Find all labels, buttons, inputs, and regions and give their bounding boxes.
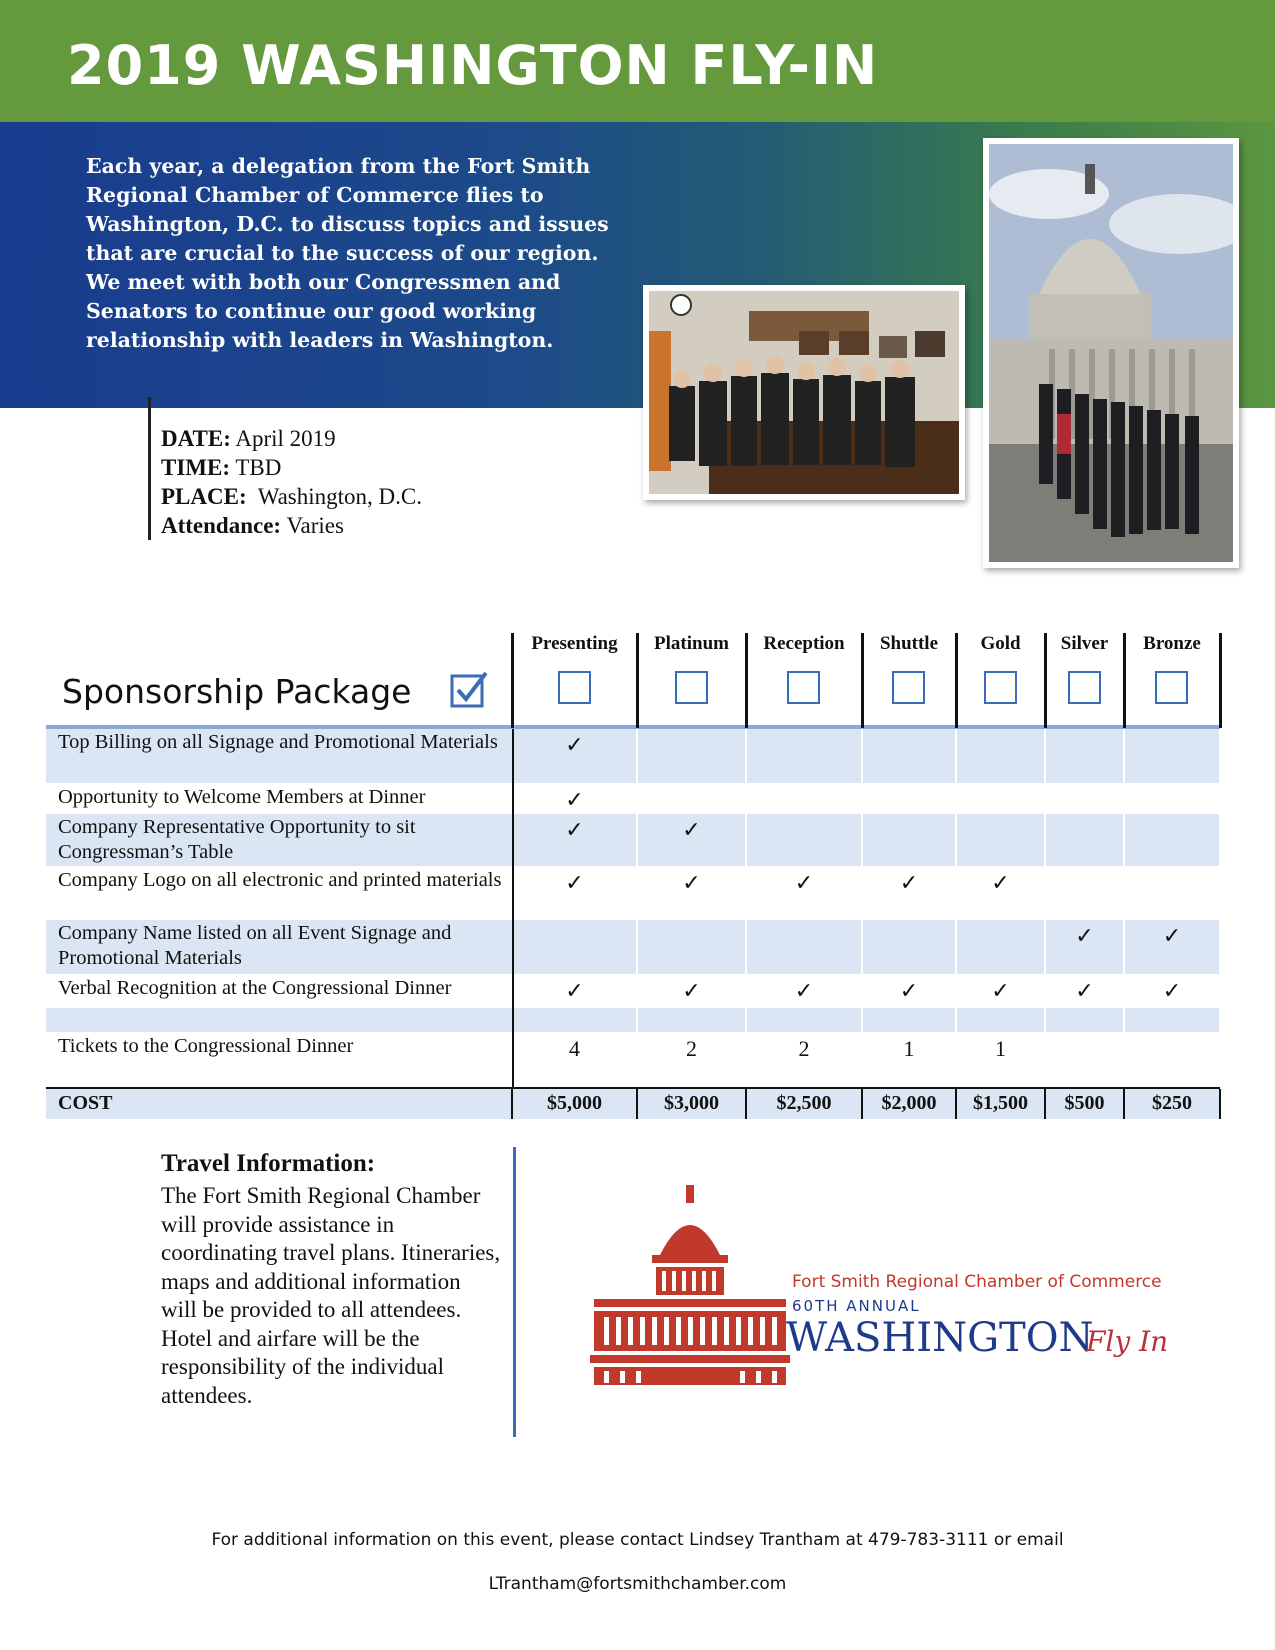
check-mark: ✓ [565, 732, 584, 757]
detail-time [161, 453, 422, 482]
date-value: April 2019 [235, 426, 336, 451]
check-mark: ✓ [565, 870, 584, 895]
cell-divider [1219, 729, 1221, 1087]
feature-label: Top Billing on all Signage and Promotional Materials [58, 731, 498, 753]
check-mark: ✓ [565, 787, 584, 812]
checked-box-icon [450, 670, 488, 708]
check-mark: ✓ [1075, 923, 1094, 948]
feature-label: Tickets to the Congressional Dinner [58, 1035, 354, 1057]
cost-value: $1,500 [973, 1092, 1028, 1114]
cell-divider [1044, 729, 1046, 1087]
check-mark: ✓ [1075, 978, 1094, 1003]
check-mark: ✓ [565, 817, 584, 842]
check-mark: ✓ [1162, 978, 1182, 1003]
capitol-logo-icon [590, 1185, 790, 1385]
travel-body: The Fort Smith Regional Chamber will provide assistance in coordinating travel plans. Itineraries, maps and additional information will be provided to all attendees. Hotel and airfare will be the responsibility of the individual attendees. [161, 1183, 501, 1408]
check-mark: ✓ [565, 978, 584, 1003]
ticket-count: 1 [995, 1036, 1006, 1061]
feature-label: Company Representative Opportunity to sit Congressman’s Table [58, 816, 416, 863]
detail-place [161, 482, 422, 511]
ticket-count: 2 [798, 1036, 810, 1061]
sponsorship-title: Sponsorship Package [62, 672, 412, 711]
place-value: Washington, D.C. [257, 484, 422, 509]
office-photo-illustration [649, 291, 959, 494]
date-label: DATE: [161, 426, 231, 451]
place-label: PLACE: [161, 484, 247, 509]
level-checkbox-silver[interactable] [1068, 671, 1101, 704]
level-header-bronze: Bronze [1143, 633, 1201, 654]
check-mark: ✓ [899, 978, 919, 1003]
feature-label: Opportunity to Welcome Members at Dinner [58, 786, 426, 808]
feature-label: Company Logo on all electronic and printed materials [58, 869, 502, 891]
logo-wordmark: WASHINGTON [786, 1315, 1094, 1361]
footer-email[interactable]: LTrantham@fortsmithchamber.com [488, 1574, 787, 1594]
check-mark: ✓ [682, 870, 701, 895]
cell-divider [955, 729, 957, 1087]
check-mark: ✓ [794, 978, 814, 1003]
level-header-gold: Gold [980, 633, 1021, 654]
detail-date [161, 424, 422, 453]
cell-divider [861, 729, 863, 1087]
ticket-count: 1 [903, 1036, 915, 1061]
attendance-value: Varies [286, 513, 344, 538]
cost-value: $5,000 [547, 1092, 602, 1114]
cost-value: $500 [1064, 1092, 1105, 1114]
logo-org-name: Fort Smith Regional Chamber of Commerce [792, 1272, 1162, 1292]
check-mark: ✓ [899, 870, 919, 895]
level-header-silver: Silver [1060, 633, 1109, 654]
level-checkbox-gold[interactable] [984, 671, 1017, 704]
details-divider [148, 397, 151, 540]
check-mark: ✓ [1162, 923, 1182, 948]
office-photo-image [649, 291, 959, 494]
ticket-count: 2 [686, 1036, 697, 1061]
event-details [161, 424, 422, 540]
intro-text: Each year, a delegation from the Fort Smith Regional Chamber of Commerce flies to Washington, D.C. to discuss topics and issues that are crucial to the success of our region. We meet with both our Congressmen and Senators to continue our good working relationship with leaders in Washington. [86, 154, 609, 352]
capitol-photo-image [989, 144, 1233, 562]
feature-label: Company Name listed on all Event Signage and Promotional Materials [58, 922, 452, 969]
footer-contact: For additional information on this event, please contact Lindsey Trantham at 479-783-3111 or email [211, 1530, 1064, 1550]
level-header-shuttle: Shuttle [879, 633, 939, 654]
cell-divider [636, 729, 638, 1087]
capitol-steps-photo [983, 138, 1239, 568]
check-mark: ✓ [794, 870, 814, 895]
cost-value: $3,000 [664, 1092, 719, 1114]
detail-attendance [161, 511, 422, 540]
cost-value: $2,000 [881, 1092, 937, 1114]
level-header-presenting: Presenting [531, 633, 618, 654]
ticket-count: 4 [569, 1036, 580, 1061]
check-mark: ✓ [991, 978, 1010, 1003]
cost-value: $2,500 [776, 1092, 832, 1114]
cell-divider [745, 729, 747, 1087]
attendance-label: Attendance: [161, 513, 282, 538]
check-mark: ✓ [682, 978, 701, 1003]
time-value: TBD [235, 455, 282, 480]
travel-title: Travel Information: [161, 1150, 376, 1177]
logo-annual: 60TH ANNUAL [792, 1297, 921, 1315]
delegation-office-photo [643, 285, 965, 500]
check-mark: ✓ [682, 817, 701, 842]
cost-value: $250 [1152, 1092, 1192, 1114]
level-checkbox-bronze[interactable] [1155, 671, 1188, 704]
feature-label: Verbal Recognition at the Congressional Dinner [58, 977, 452, 999]
level-checkbox-shuttle[interactable] [892, 671, 925, 704]
travel-divider [513, 1147, 516, 1437]
level-header-reception: Reception [763, 633, 845, 654]
level-checkbox-presenting[interactable] [558, 671, 591, 704]
capitol-photo-illustration [989, 144, 1233, 562]
logo-script: Fly In [1086, 1325, 1169, 1358]
level-checkbox-reception[interactable] [787, 671, 820, 704]
check-mark: ✓ [991, 870, 1010, 895]
cost-label: COST [58, 1092, 113, 1114]
cell-divider [1123, 729, 1125, 1087]
time-label: TIME: [161, 455, 230, 480]
page-title: 2019 WASHINGTON FLY-IN [67, 34, 879, 97]
level-header-platinum: Platinum [654, 633, 729, 654]
level-checkbox-platinum[interactable] [675, 671, 708, 704]
feature-column-divider [512, 729, 514, 1089]
